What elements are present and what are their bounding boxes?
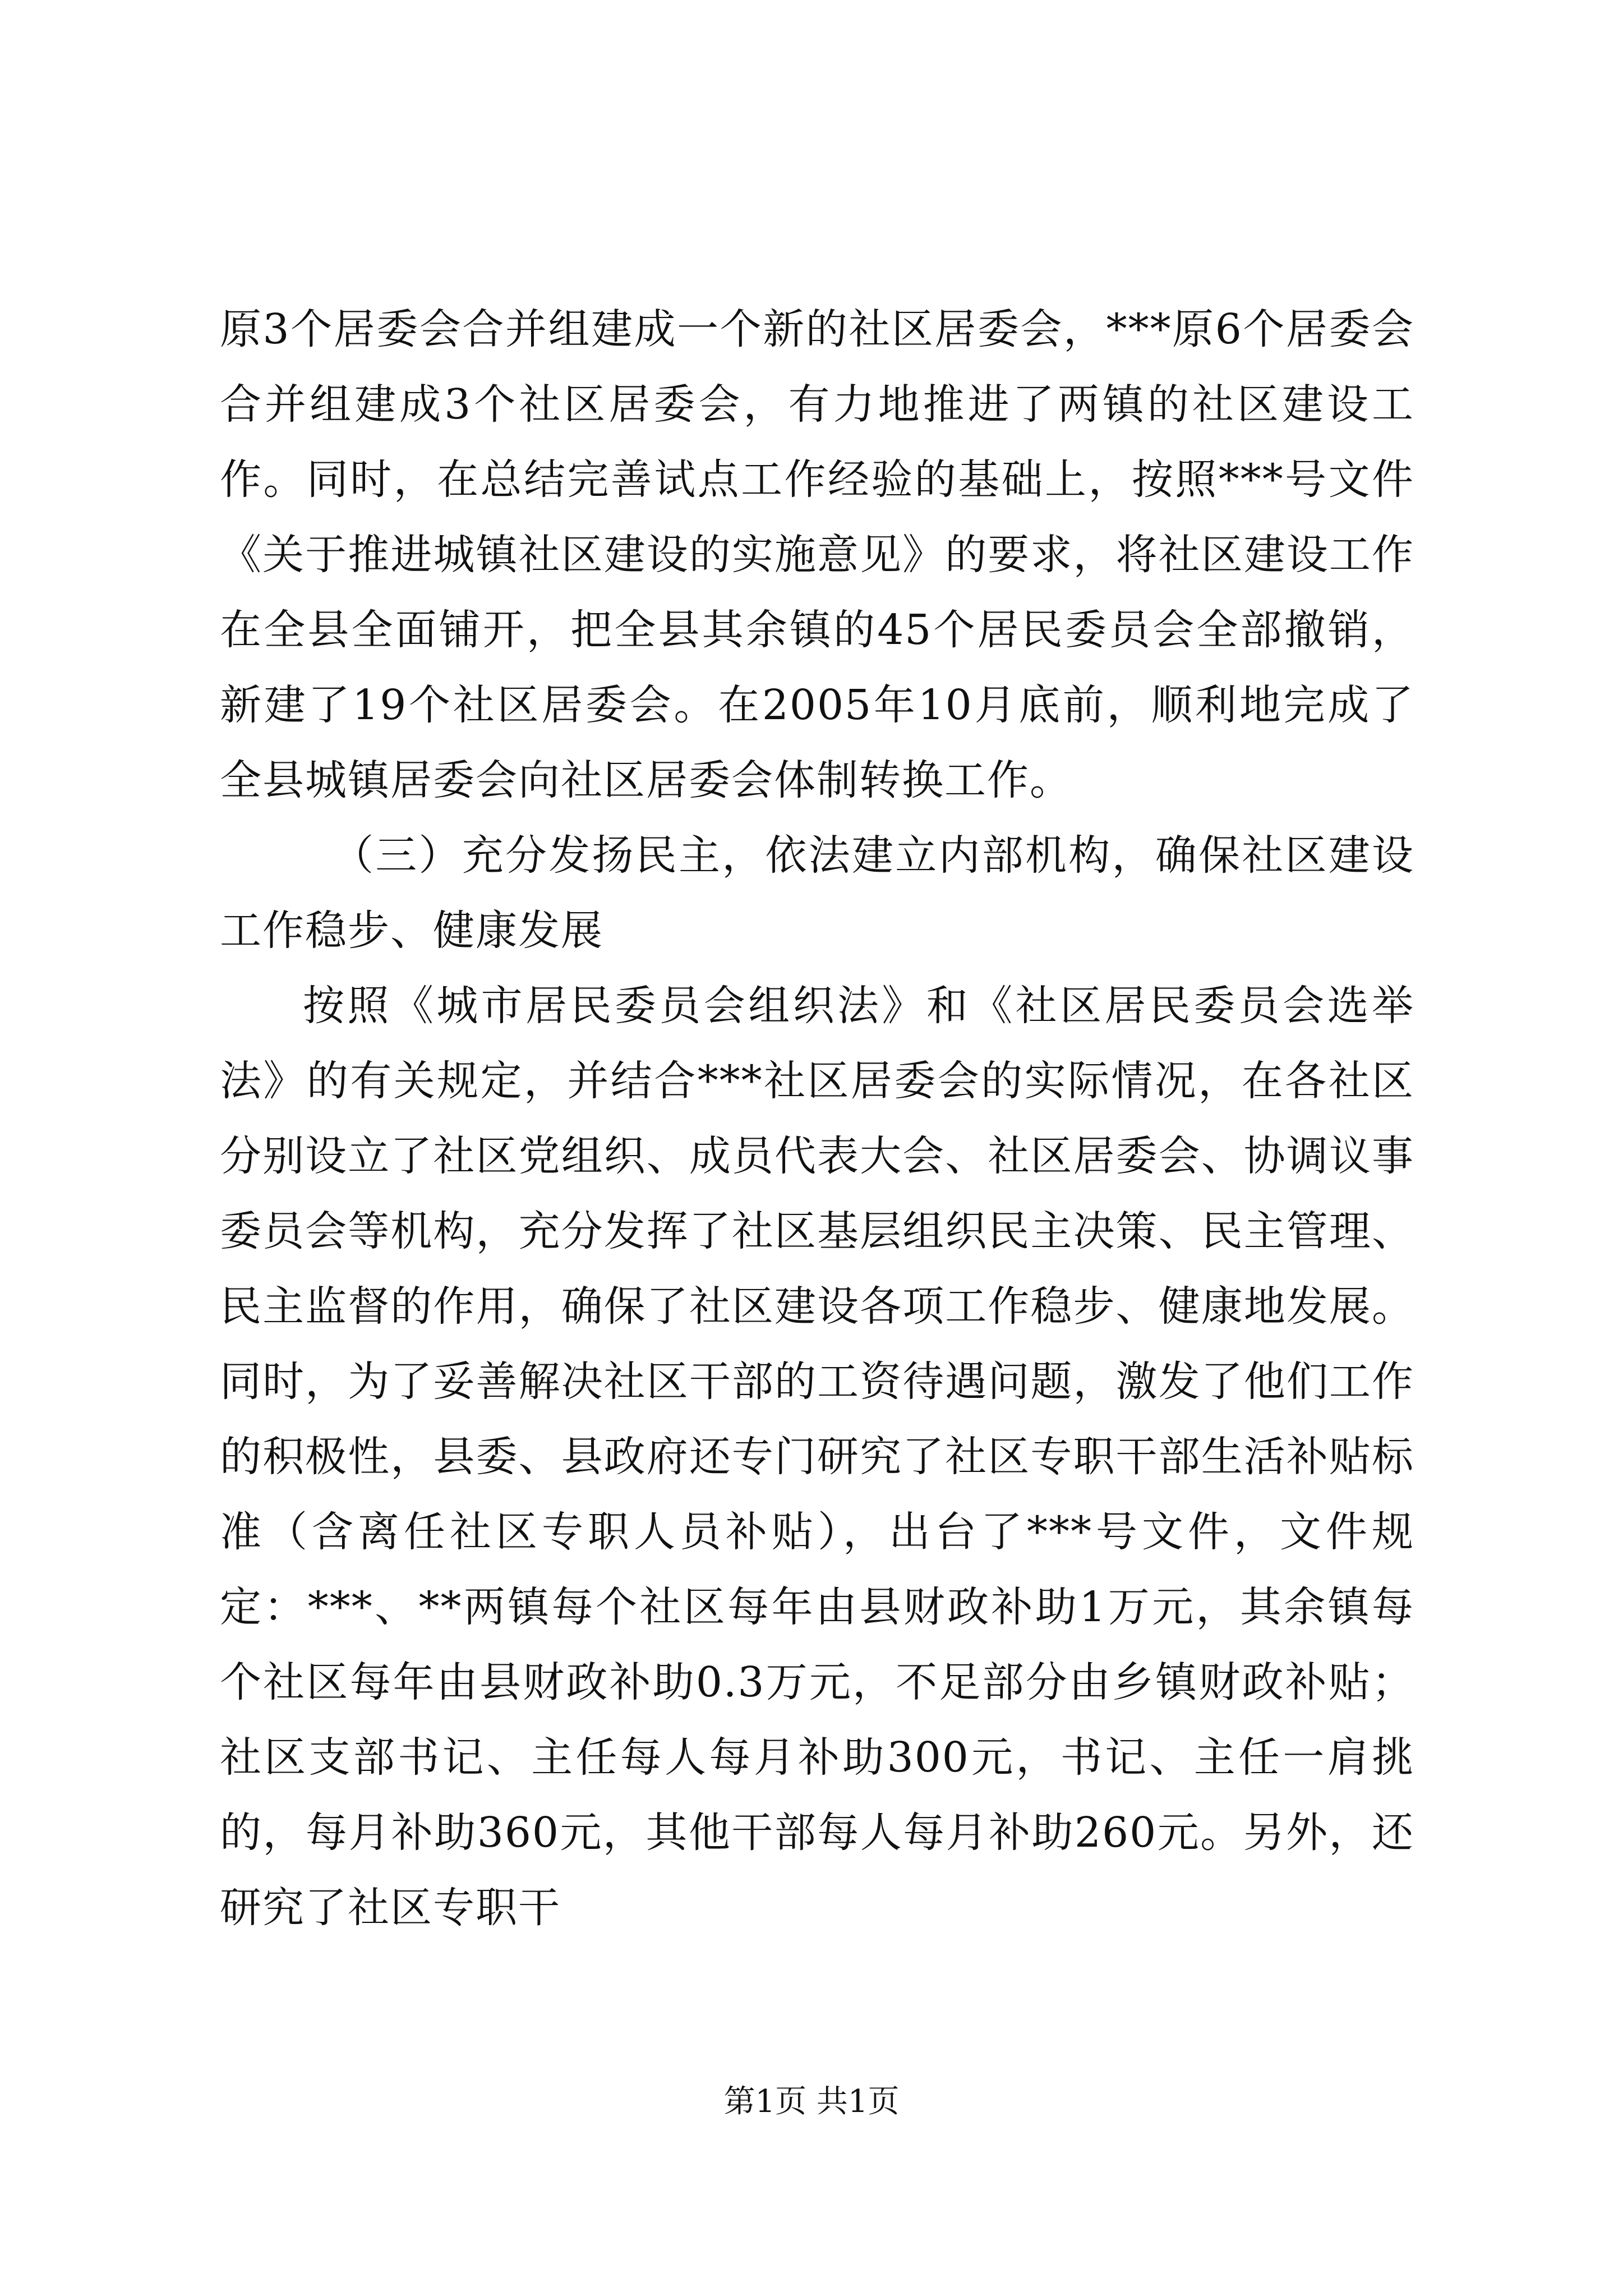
paragraph-body: 按照《城市居民委员会组织法》和《社区居民委员会选举法》的有关规定，并结合***社区居委会的实际情况，在各社区分别设立了社区党组织、成员代表大会、社区居委会、协调议事委员会等机构，充分发挥了社区基层组织民主决策、民主管理、民主监督的作用，确保了社区建设各项工作稳步、健康地发展。同时，为了妥善解决社区干部的工资待遇问题，激发了他们工作的积极性，县委、县政府还专门研究了社区专职干部生活补贴标准（含离任社区专职人员补贴），出台了***号文件，文件规定：***、**两镇每个社区每年由县财政补助1万元，其余镇每个社区每年由县财政补助0.3万元，不足部分由乡镇财政补贴；社区支部书记、主任每人每月补助300元，书记、主任一肩挑的，每月补助360元，其他干部每人每月补助260元。另外，还研究了社区专职干 <box>220 982 1414 1932</box>
document-body <box>220 292 1414 1945</box>
section-heading: （三）充分发扬民主，依法建立内部机构，确保社区建设工作稳步、健康发展 <box>220 831 1414 955</box>
paragraph-continuation: 原3个居委会合并组建成一个新的社区居委会，***原6个居委会合并组建成3个社区居委会，有力地推进了两镇的社区建设工作。同时，在总结完善试点工作经验的基础上，按照***号文件《关于推进城镇社区建设的实施意见》的要求，将社区建设工作在全县全面铺开，把全县其余镇的45个居民委员会全部撤销，新建了19个社区居委会。在2005年10月底前，顺利地完成了全县城镇居委会向社区居委会体制转换工作。 <box>220 305 1414 804</box>
page-footer: 第1页 共1页 <box>723 2083 900 2120</box>
